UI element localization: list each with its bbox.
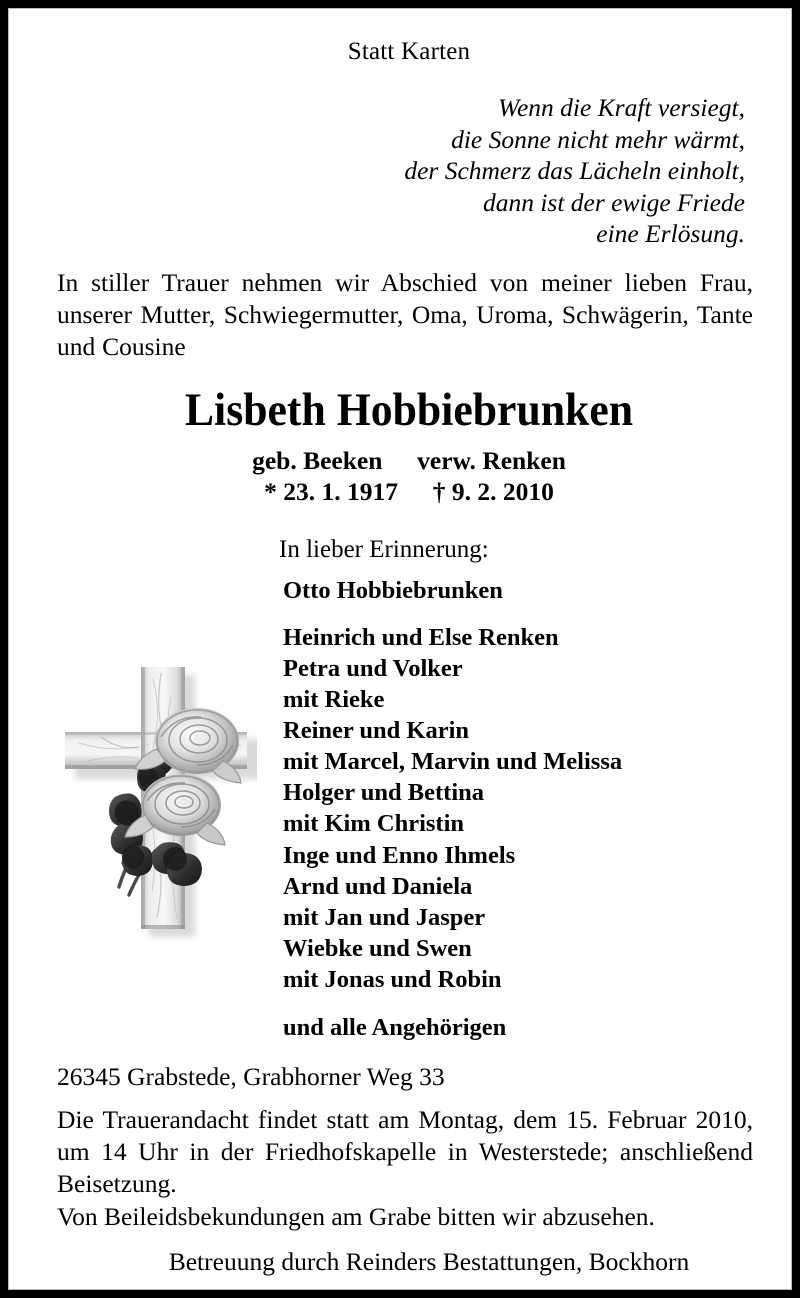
poem-line: Wenn die Kraft versiegt, (498, 93, 745, 122)
mourner-name: mit Jonas und Robin (283, 966, 502, 993)
address-line: 26345 Grabstede, Grabhorner Weg 33 (57, 1062, 445, 1091)
remembrance-label: In lieber Erinnerung: (279, 536, 489, 563)
widow-name: Renken (482, 446, 566, 475)
poem-line: dann ist der ewige Friede (482, 187, 745, 217)
service-information: Die Trauerandacht findet statt am Montag, dem 15. Februar 2010, um 14 Uhr in der Friedhofskapelle in Westerstede; anschließend Beisetzung. (57, 1105, 753, 1198)
cross-with-roses-graphic (57, 657, 257, 942)
deceased-name: Lisbeth Hobbiebrunken (184, 384, 634, 436)
memorial-poem (225, 92, 745, 250)
death-date: 9. 2. 2010 (451, 477, 554, 506)
mourner-group-closing (283, 1012, 506, 1043)
life-dates (9, 477, 792, 507)
notice-inner-frame (8, 8, 792, 1290)
mourner-name: Inge und Enno Ihmels (283, 842, 516, 869)
funeral-home-credit: Betreuung durch Reinders Bestattungen, Bockhorn (168, 1247, 690, 1276)
intro-text: In stiller Trauer nehmen wir Abschied von meiner lieben Frau, unserer Mutter, Schwiegermutter, Oma, Uroma, Schwägerin, Tante und Cousine (57, 268, 753, 361)
mourner-name: Reiner und Karin (283, 717, 470, 744)
widow-prefix: verw. (417, 446, 476, 475)
statt-karten-note: Statt Karten (347, 38, 471, 65)
mourner-name: Wiebke und Swen (283, 935, 472, 962)
mourner-name: mit Kim Christin (283, 810, 465, 837)
poem-line: die Sonne nicht mehr wärmt, (451, 124, 745, 154)
mourner-name: Petra und Volker (283, 655, 463, 682)
maiden-and-widow-names (9, 446, 792, 476)
poem-line: der Schmerz das Lächeln einholt, (404, 156, 745, 186)
birth-symbol-icon: * (264, 477, 277, 506)
mourner-group-family-one (283, 622, 622, 839)
mourner-name: und alle Angehörigen (283, 1014, 507, 1041)
mourner-name: Otto Hobbiebrunken (283, 577, 503, 604)
birth-date: 23. 1. 1917 (283, 477, 398, 506)
maiden-name: Beeken (303, 446, 383, 475)
mourner-group-widower (283, 575, 503, 606)
mourner-name: mit Rieke (283, 686, 385, 713)
mourner-group-family-two (283, 840, 515, 995)
cross-with-roses-icon (57, 657, 257, 942)
condolence-note: Von Beileidsbekundungen am Grabe bitten wir abzusehen. (57, 1202, 655, 1231)
death-cross-icon: † (432, 477, 446, 506)
mourner-name: Arnd und Daniela (283, 873, 473, 900)
poem-line: eine Erlösung. (596, 219, 745, 249)
maiden-prefix: geb. (252, 446, 297, 475)
mourner-name: Heinrich und Else Renken (283, 624, 559, 651)
mourner-name: mit Jan und Jasper (283, 904, 486, 931)
mourner-name: Holger und Bettina (283, 779, 485, 806)
mourner-name: mit Marcel, Marvin und Melissa (283, 748, 623, 775)
